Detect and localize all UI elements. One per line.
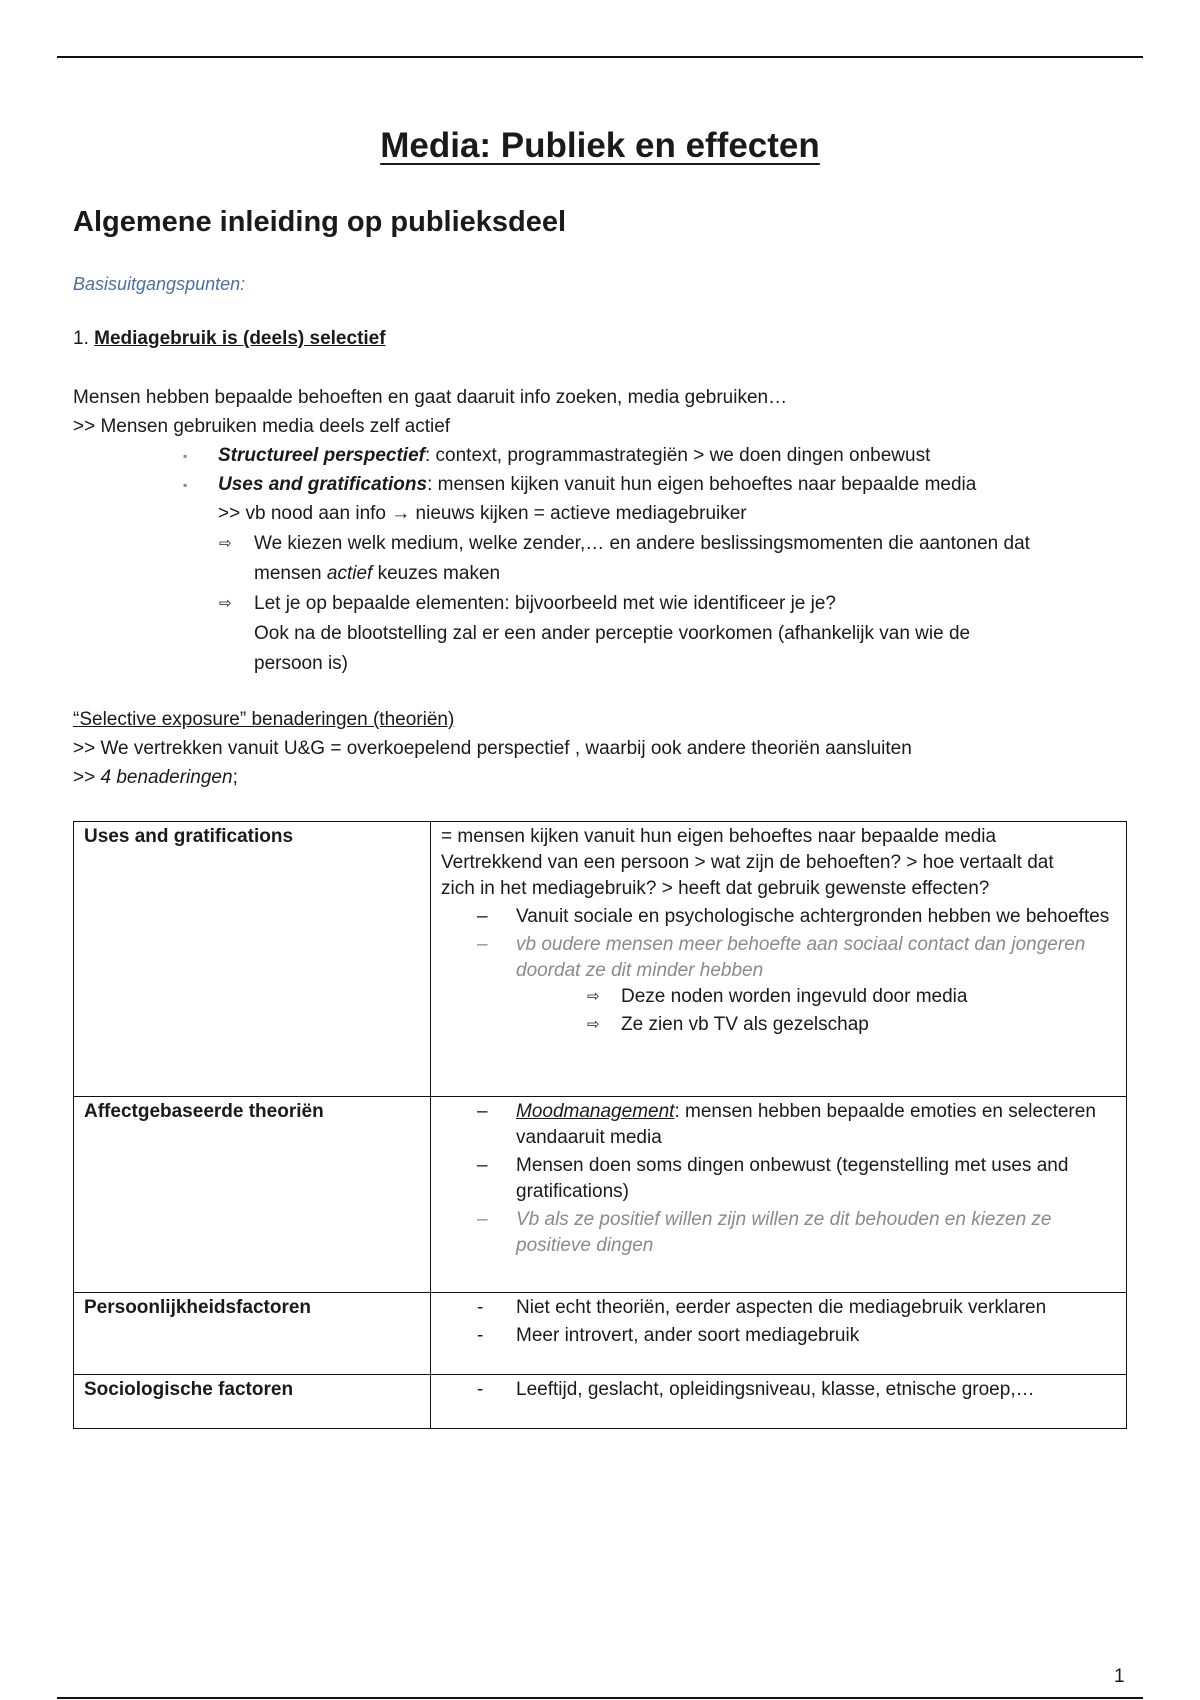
table-r4-dash-1: Leeftijd, geslacht, opleidingsniveau, klasse, etnische groep,… xyxy=(516,1379,1035,1400)
hyphen-marker: - xyxy=(477,1325,484,1346)
table-r2-dash-3: Vb als ze positief willen zijn willen ze dit behouden en kiezen ze positieve dingen xyxy=(516,1209,1052,1256)
list-item xyxy=(441,1153,1116,1205)
arrow-item-1-pre: mensen xyxy=(254,563,327,584)
table-r3-dash-2: Meer introvert, ander soort mediagebruik xyxy=(516,1325,860,1346)
arrow-item-2-line-1: Let je op bepaalde elementen: bijvoorbeeld met wie identificeer je je? xyxy=(254,593,836,614)
list-item xyxy=(441,1207,1116,1259)
bullet-2-rest: : mensen kijken vanuit hun eigen behoeftes naar bepaalde media xyxy=(427,474,977,495)
paragraph-1: Mensen hebben bepaalde behoeften en gaat daaruit info zoeken, media gebruiken… xyxy=(73,387,788,408)
arrow-item-2-line-3: persoon is) xyxy=(254,653,348,674)
arrow-icon-2: ⇨ xyxy=(219,595,232,612)
subheading: Basisuitgangspunten: xyxy=(73,274,246,294)
table-key-cell: Sociologische factoren xyxy=(74,1375,431,1429)
table-r2-dash-1-rest: : mensen hebben bepaalde emoties en selecteren vandaaruit media xyxy=(516,1101,1096,1148)
table-row-uses-gratifications xyxy=(74,822,1127,1097)
selective-exposure-line-2 xyxy=(73,763,238,792)
section-heading: Algemene inleiding op publieksdeel xyxy=(73,206,567,238)
bullet-2-sub: >> vb nood aan info → nieuws kijken = actieve mediagebruiker xyxy=(218,503,747,524)
table-r1-arrow-1: Deze noden worden ingevuld door media xyxy=(621,986,968,1007)
table-r1-dash-2: vb oudere mensen meer behoefte aan sociaal contact dan jongeren doordat ze dit minder hebben xyxy=(516,934,1086,981)
dash-marker: – xyxy=(477,934,488,955)
point-1 xyxy=(73,324,386,353)
list-item xyxy=(441,932,1116,984)
list-item xyxy=(441,1012,1116,1038)
document-title: Media: Publiek en effecten xyxy=(380,126,820,165)
arrow-icon: ⇨ xyxy=(587,988,600,1005)
point-1-number: 1. xyxy=(73,328,95,349)
list-item xyxy=(441,904,1116,930)
table-value-cell xyxy=(431,1097,1127,1293)
table-value-cell xyxy=(431,822,1127,1097)
arrow-icon: ⇨ xyxy=(587,1016,600,1033)
dash-marker: – xyxy=(477,906,488,927)
page-number: 1 xyxy=(1114,1666,1125,1687)
table-r2-dash-1-underlined: Moodmanagement xyxy=(516,1101,675,1122)
selective-line-2-post: ; xyxy=(232,767,238,788)
selective-line-2-pre: >> xyxy=(73,767,101,788)
bullet-structureel xyxy=(218,441,930,470)
bullet-uses-gratifications xyxy=(218,470,976,499)
bullet-1-bold: Structureel perspectief xyxy=(218,445,425,466)
table-r3-dash-1: Niet echt theoriën, eerder aspecten die mediagebruik verklaren xyxy=(516,1297,1047,1318)
table-row-affect xyxy=(74,1097,1127,1293)
table-key-cell: Persoonlijkheidsfactoren xyxy=(74,1293,431,1375)
list-item xyxy=(441,1323,1116,1349)
approaches-table xyxy=(73,821,1127,1429)
table-value-cell xyxy=(431,1375,1127,1429)
hyphen-marker: - xyxy=(477,1379,484,1400)
table-row-sociological xyxy=(74,1375,1127,1429)
table-r1-line-2: Vertrekkend van een persoon > wat zijn de behoeften? > hoe vertaalt dat xyxy=(441,852,1054,873)
bullet-1-rest: : context, programmastrategiën > we doen dingen onbewust xyxy=(424,445,931,466)
dash-marker: – xyxy=(477,1209,488,1230)
point-1-text: Mediagebruik is (deels) selectief xyxy=(94,328,386,349)
arrow-item-2-line-2: Ook na de blootstelling zal er een ander perceptie voorkomen (afhankelijk van wie de xyxy=(254,623,971,644)
arrow-item-1-line-2 xyxy=(254,559,500,588)
arrow-item-1-post: keuzes maken xyxy=(372,563,501,584)
dash-marker: – xyxy=(477,1155,488,1176)
dash-marker: – xyxy=(477,1101,488,1122)
selective-exposure-heading: “Selective exposure” benaderingen (theoriën) xyxy=(73,709,455,730)
selective-line-2-italic: 4 benaderingen xyxy=(100,767,233,788)
table-key-cell: Uses and gratifications xyxy=(74,822,431,1097)
list-item xyxy=(441,1099,1116,1151)
arrow-icon-1: ⇨ xyxy=(219,535,232,552)
table-row-personality xyxy=(74,1293,1127,1375)
table-r2-dash-2: Mensen doen soms dingen onbewust (tegenstelling met uses and gratifications) xyxy=(516,1155,1069,1202)
table-key-cell: Affectgebaseerde theoriën xyxy=(74,1097,431,1293)
arrow-item-1-italic: actief xyxy=(326,563,373,584)
bullet-2-bold: Uses and gratifications xyxy=(218,474,428,495)
list-item xyxy=(441,984,1116,1010)
bullet-dot-1: ▪ xyxy=(183,449,188,463)
paragraph-2: >> Mensen gebruiken media deels zelf actief xyxy=(73,416,451,437)
header-rule xyxy=(57,56,1143,58)
table-r1-arrow-2: Ze zien vb TV als gezelschap xyxy=(621,1014,869,1035)
list-item xyxy=(441,1377,1116,1403)
table-value-cell xyxy=(431,1293,1127,1375)
list-item xyxy=(441,1295,1116,1321)
footer-rule xyxy=(57,1697,1143,1699)
selective-exposure-line-1: >> We vertrekken vanuit U&G = overkoepelend perspectief , waarbij ook andere theoriën aansluiten xyxy=(73,738,912,759)
bullet-dot-2: ▪ xyxy=(183,478,188,492)
table-r1-line-1: = mensen kijken vanuit hun eigen behoeftes naar bepaalde media xyxy=(441,826,997,847)
arrow-item-1-line-1: We kiezen welk medium, welke zender,… en andere beslissingsmomenten die aantonen dat xyxy=(254,533,1030,554)
hyphen-marker: - xyxy=(477,1297,484,1318)
table-r1-dash-1: Vanuit sociale en psychologische achtergronden hebben we behoeftes xyxy=(516,906,1110,927)
table-r1-line-3: zich in het mediagebruik? > heeft dat gebruik gewenste effecten? xyxy=(441,878,990,899)
